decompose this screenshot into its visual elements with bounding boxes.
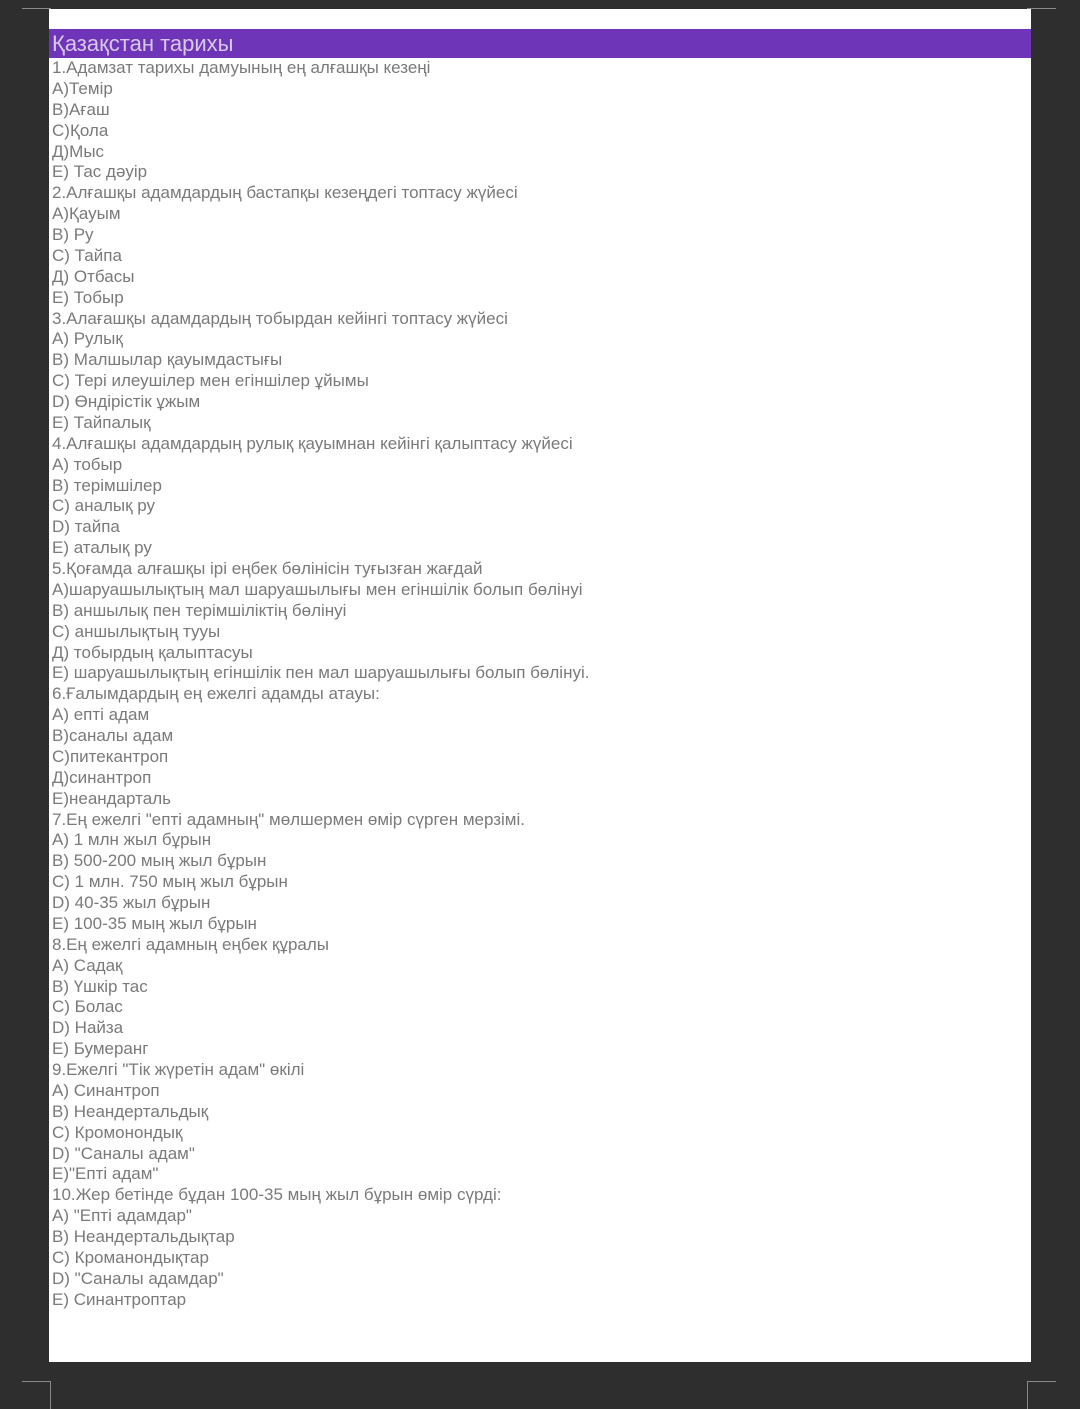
text-line: В) 500-200 мың жыл бұрын [52, 851, 267, 871]
text-line: Е)"Епті адам" [52, 1164, 159, 1184]
text-line: А) Садақ [52, 955, 123, 975]
text-line: 9.Ежелгі "Тік жүретін адам" өкілі [52, 1060, 305, 1079]
text-line: В) терімшілер [52, 475, 162, 495]
text-line: 6.Ғалымдардың ең ежелгі адамды атауы: [52, 684, 380, 704]
text-line: В)Ағаш [52, 99, 110, 119]
crop-mark-top-right [1027, 8, 1056, 36]
text-line: В) аншылық пен терімшіліктің бөлінуі [52, 600, 347, 620]
text-line: Д) Отбасы [52, 266, 135, 286]
text-line: С) аншылықтың тууы [52, 621, 221, 641]
text-line: А)Қауым [52, 204, 121, 224]
text-line: 4.Алғашқы адамдардың рулық қауымнан кейінгі қалыптасу жүйесі [52, 433, 573, 453]
text-line: D) Найза [52, 1018, 124, 1038]
text-line: А)шаруашылықтың мал шаруашылығы мен егіншілік болып бөлінуі [52, 579, 583, 599]
text-line: Е) Тобыр [52, 287, 124, 307]
text-line: Д)синантроп [52, 767, 152, 787]
text-line: D) "Саналы адамдар" [52, 1268, 224, 1288]
text-line: С)питекантроп [52, 746, 169, 766]
text-line: D) Өндірістік ұжым [52, 392, 201, 411]
text-line: Е)неандарталь [52, 788, 171, 808]
text-line: 5.Қоғамда алғашқы ірі еңбек бөлінісін туғызған жағдай [52, 559, 483, 578]
text-line: Е) Тас дәуір [52, 162, 148, 182]
text-line: С)Қола [52, 120, 109, 140]
text-line: С) Тері илеушілер мен егіншілер ұйымы [52, 371, 369, 391]
text-line: В)саналы адам [52, 726, 174, 745]
crop-mark-bottom-right [1027, 1381, 1056, 1409]
text-line: Д)Мыс [52, 141, 105, 161]
text-line: С) Кромонондық [52, 1122, 183, 1142]
text-line: D) "Саналы адам" [52, 1143, 195, 1163]
text-line: 7.Ең ежелгі "епті адамның" мөлшермен өмір сүрген мерзімі. [52, 809, 525, 829]
text-line: В) Неандертальдықтар [52, 1227, 235, 1246]
text-line: В) Неандертальдық [52, 1101, 209, 1121]
text-line: А) Рулық [52, 329, 123, 349]
text-line: D) тайпа [52, 517, 120, 537]
crop-mark-top-left [22, 8, 51, 36]
text-line: А)Темір [52, 78, 113, 98]
text-line: Е) 100-35 мың жыл бұрын [52, 913, 257, 933]
text-line: С) аналық ру [52, 496, 156, 516]
text-line: А) "Епті адамдар" [52, 1206, 192, 1226]
text-line: 3.Алағашқы адамдардың тобырдан кейінгі топтасу жүйесі [52, 308, 508, 328]
document-page[interactable] [49, 9, 1031, 1362]
text-line: 2.Алғашқы адамдардың бастапқы кезеңдегі топтасу жүйесі [52, 183, 518, 203]
text-line: А) епті адам [52, 705, 150, 725]
page-title: Қазақстан тарихы [49, 29, 1031, 58]
text-line: Е) аталық ру [52, 538, 152, 558]
text-line: В) Малшылар қауымдастығы [52, 350, 283, 370]
crop-mark-bottom-left [22, 1381, 51, 1409]
text-line: 10.Жер бетінде бұдан 100-35 мың жыл бұрын өмір сүрді: [52, 1185, 502, 1205]
question-list [52, 58, 1027, 1311]
text-line: В) Ру [52, 225, 94, 244]
text-line: D) 40-35 жыл бұрын [52, 893, 211, 912]
text-line: А) тобыр [52, 454, 123, 474]
text-line: А) 1 млн жыл бұрын [52, 830, 212, 850]
text-line: Е) Бумеранг [52, 1039, 149, 1059]
text-line: Д) тобырдың қалыптасуы [52, 642, 253, 662]
text-line: В) Үшкір тас [52, 976, 148, 996]
text-line: Е) Тайпалық [52, 412, 151, 432]
text-line: А) Синантроп [52, 1080, 160, 1100]
text-line: Е) шаруашылықтың егіншілік пен мал шаруашылығы болып бөлінуі. [52, 663, 590, 683]
text-line: 8.Ең ежелгі адамның еңбек құралы [52, 934, 329, 954]
text-line: С) Кроманондықтар [52, 1247, 209, 1267]
text-line: С) Болас [52, 997, 123, 1017]
text-line: С) 1 млн. 750 мың жыл бұрын [52, 872, 288, 892]
text-line: Е) Синантроптар [52, 1289, 187, 1309]
text-line: С) Тайпа [52, 245, 122, 265]
text-line: 1.Адамзат тарихы дамуының ең алғашқы кезеңі [52, 58, 431, 77]
